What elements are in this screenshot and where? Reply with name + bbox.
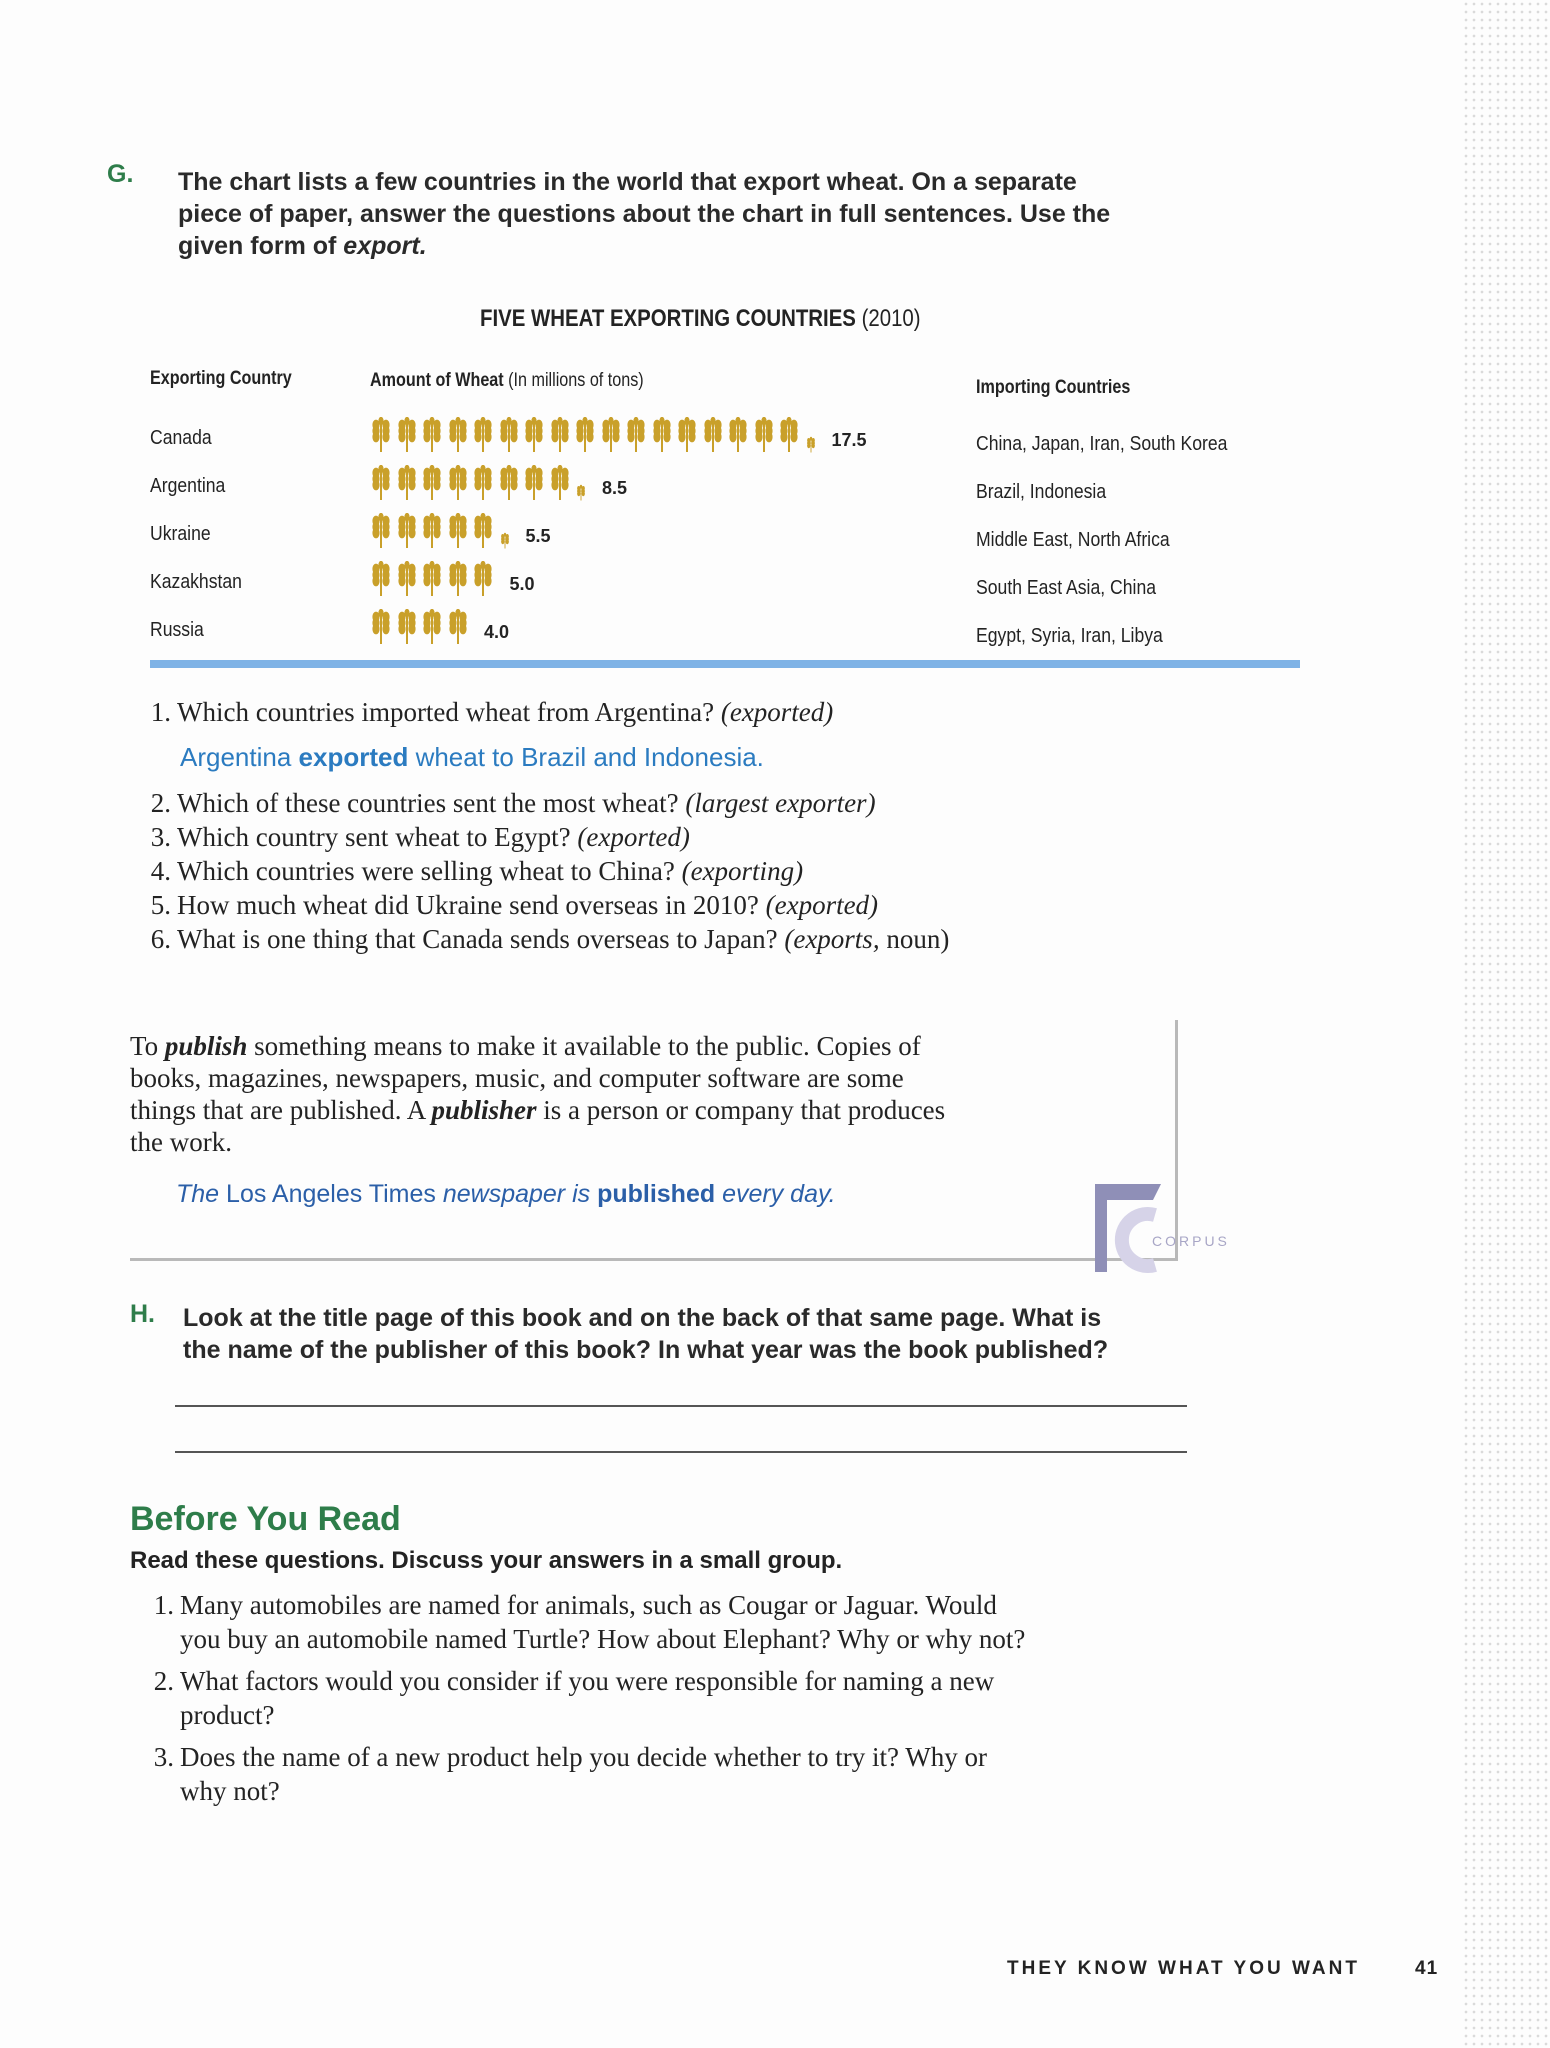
wheat-icon — [421, 465, 443, 501]
wheat-icon — [651, 417, 673, 453]
wheat-amount-label: 8.5 — [602, 478, 628, 498]
wheat-icon — [370, 417, 392, 458]
wheat-icon — [370, 465, 392, 506]
wheat-icon — [396, 465, 418, 501]
wheat-icon-partial — [494, 513, 516, 554]
wheat-icon — [447, 513, 469, 554]
answer-example: Argentina exported wheat to Brazil and Indonesia. — [180, 742, 764, 772]
wheat-icon — [370, 609, 392, 650]
question-list — [137, 695, 1237, 956]
importers-russia: Egypt, Syria, Iran, Libya — [976, 625, 1163, 647]
wheat-icon — [570, 465, 592, 501]
wheat-icon — [753, 417, 775, 453]
wheat-icon — [549, 417, 571, 458]
importers-ukraine: Middle East, North Africa — [976, 529, 1170, 551]
wheat-icon — [472, 465, 494, 506]
corpus-logo-icon — [1095, 1180, 1165, 1275]
wheat-icon — [370, 561, 392, 602]
wheat-icon — [447, 417, 469, 458]
wheat-icon — [727, 417, 749, 453]
wheat-icon — [370, 609, 392, 645]
wheat-icon — [498, 465, 520, 506]
wheat-icon — [447, 609, 469, 645]
wheat-icon — [498, 417, 520, 458]
wheat-icon — [370, 513, 392, 549]
discussion-list — [140, 1588, 1240, 1808]
discussion-item-3: 3. Does the name of a new product help you decide whether to try it? Why or why not? — [153, 1742, 987, 1806]
wheat-icon — [523, 417, 545, 453]
wheat-icon — [549, 465, 571, 501]
wheat-icon-partial — [570, 465, 592, 506]
wheat-icon — [472, 417, 494, 458]
answer-line-2[interactable] — [175, 1451, 1187, 1453]
wheat-icon — [421, 417, 443, 458]
wheat-icon — [396, 513, 418, 554]
col-head-importers: Importing Countries — [976, 377, 1131, 398]
wheat-icon — [447, 561, 469, 597]
wheat-icon — [625, 417, 647, 458]
question-1: 1. Which countries imported wheat from Argentina? (exported) — [150, 697, 834, 727]
question-2: 2. Which of these countries sent the most wheat? (largest exporter) — [150, 788, 876, 818]
wheat-icon — [498, 417, 520, 453]
corpus-label: CORPUS — [1152, 1233, 1230, 1249]
wheat-icon — [421, 513, 443, 554]
chart-bottom-rule — [150, 660, 1300, 668]
wheat-icon — [447, 465, 469, 501]
wheat-icon — [549, 417, 571, 453]
exercise-h-letter: H. — [130, 1300, 155, 1328]
wheat-icon — [472, 417, 494, 453]
wheat-icon — [396, 513, 418, 549]
section-subtitle: Read these questions. Discuss your answers in a small group. — [130, 1547, 843, 1574]
instr-line-1: The chart lists a few countries in the world that export wheat. On a separate — [178, 168, 1077, 196]
wheat-icon — [396, 561, 418, 602]
wheat-icon — [396, 609, 418, 650]
wheat-icon — [421, 609, 443, 650]
wheat-icon — [702, 417, 724, 458]
wheat-icon — [421, 465, 443, 506]
wheat-icon — [370, 561, 392, 597]
col-head-country: Exporting Country — [150, 368, 292, 389]
wheat-icon — [651, 417, 673, 458]
answer-line-1[interactable] — [175, 1405, 1187, 1407]
wheat-amount-label: 5.5 — [525, 526, 551, 546]
wheat-icon — [778, 417, 800, 458]
discussion-item-1: 1. Many automobiles are named for animals, such as Cougar or Jaguar. Would you buy an automobile named Turtle? How about Elephant? Why or why not? — [153, 1590, 1026, 1654]
wheat-icon — [447, 561, 469, 602]
section-title: Before You Read — [130, 1500, 401, 1538]
wheat-icon — [472, 561, 494, 602]
wheat-icon — [574, 417, 596, 458]
wheat-icon — [396, 561, 418, 597]
wheat-icon — [625, 417, 647, 453]
wheat-icon-partial — [800, 417, 822, 458]
wheat-icon — [753, 417, 775, 458]
instr-line-2: piece of paper, answer the questions about the chart in full sentences. Use the — [178, 200, 1111, 228]
wheat-icon — [472, 513, 494, 554]
country-russia: Russia — [150, 619, 204, 641]
wheat-icon — [447, 465, 469, 506]
wheat-amount-label: 4.0 — [484, 622, 510, 642]
wheat-icon — [472, 513, 494, 549]
question-5: 5. How much wheat did Ukraine send overseas in 2010? (exported) — [150, 890, 879, 920]
wheat-icon — [727, 417, 749, 458]
wheat-icon — [421, 609, 443, 645]
wheat-icon — [676, 417, 698, 458]
country-kazakhstan: Kazakhstan — [150, 571, 242, 593]
importers-canada: China, Japan, Iran, South Korea — [976, 433, 1228, 455]
exercise-h-instructions: Look at the title page of this book and on the back of that same page. What is the name of the publisher of this book? In what year was the book published? — [183, 1304, 1109, 1364]
wheat-icon — [676, 417, 698, 453]
wheat-icon — [370, 417, 392, 453]
question-3: 3. Which country sent wheat to Egypt? (exported) — [150, 822, 690, 852]
running-footer: THEY KNOW WHAT YOU WANT — [1007, 1958, 1360, 1979]
question-6: 6. What is one thing that Canada sends overseas to Japan? (exports, noun) — [150, 924, 950, 954]
question-4: 4. Which countries were selling wheat to China? (exporting) — [150, 856, 804, 886]
country-ukraine: Ukraine — [150, 523, 211, 545]
wheat-icon — [800, 417, 822, 453]
wheat-icon — [549, 465, 571, 506]
importers-argentina: Brazil, Indonesia — [976, 481, 1107, 503]
wheat-icon — [472, 465, 494, 501]
wheat-icon — [396, 609, 418, 645]
wheat-icon — [396, 417, 418, 453]
page-number: 41 — [1415, 1958, 1439, 1979]
chart-title: FIVE WHEAT EXPORTING COUNTRIES (2010) — [480, 305, 921, 332]
wheat-icon — [778, 417, 800, 453]
wheat-icon — [421, 417, 443, 453]
wheat-icon — [498, 465, 520, 501]
wheat-icon — [574, 417, 596, 453]
wheat-icon — [370, 513, 392, 554]
wheat-icon — [523, 417, 545, 458]
wheat-icon — [600, 417, 622, 453]
discussion-item-2: 2. What factors would you consider if you were responsible for naming a new product? — [153, 1666, 995, 1730]
importers-kazakhstan: South East Asia, China — [976, 577, 1157, 599]
wheat-icon — [600, 417, 622, 458]
publish-example: The Los Angeles Times newspaper is published every day. — [176, 1180, 836, 1208]
instr-line-3: given form of export. — [178, 232, 427, 260]
wheat-icon — [523, 465, 545, 506]
wheat-icon — [421, 561, 443, 602]
publish-definition: To publish something means to make it available to the public. Copies of books, magazines, newspapers, music, and computer software are some things that are published. A publisher is a person or company that produces the work. — [130, 1031, 946, 1157]
wheat-amount-label: 5.0 — [509, 574, 535, 594]
wheat-icon — [421, 561, 443, 597]
wheat-icon — [447, 513, 469, 549]
wheat-icon — [421, 513, 443, 549]
dotted-margin — [1462, 0, 1550, 2048]
wheat-icon — [472, 561, 494, 597]
wheat-icon — [702, 417, 724, 453]
country-argentina: Argentina — [150, 475, 226, 497]
wheat-icon — [447, 609, 469, 650]
col-head-amount: Amount of Wheat (In millions of tons) — [370, 370, 644, 391]
wheat-amount-label: 17.5 — [831, 430, 867, 450]
wheat-icon — [494, 513, 516, 549]
exercise-g-letter: G. — [107, 160, 134, 188]
wheat-icon — [396, 465, 418, 506]
wheat-icon — [370, 465, 392, 501]
wheat-icon — [447, 417, 469, 453]
wheat-icon — [396, 417, 418, 458]
country-canada: Canada — [150, 427, 212, 449]
exercise-g-instructions — [178, 166, 1178, 262]
wheat-icon — [523, 465, 545, 501]
